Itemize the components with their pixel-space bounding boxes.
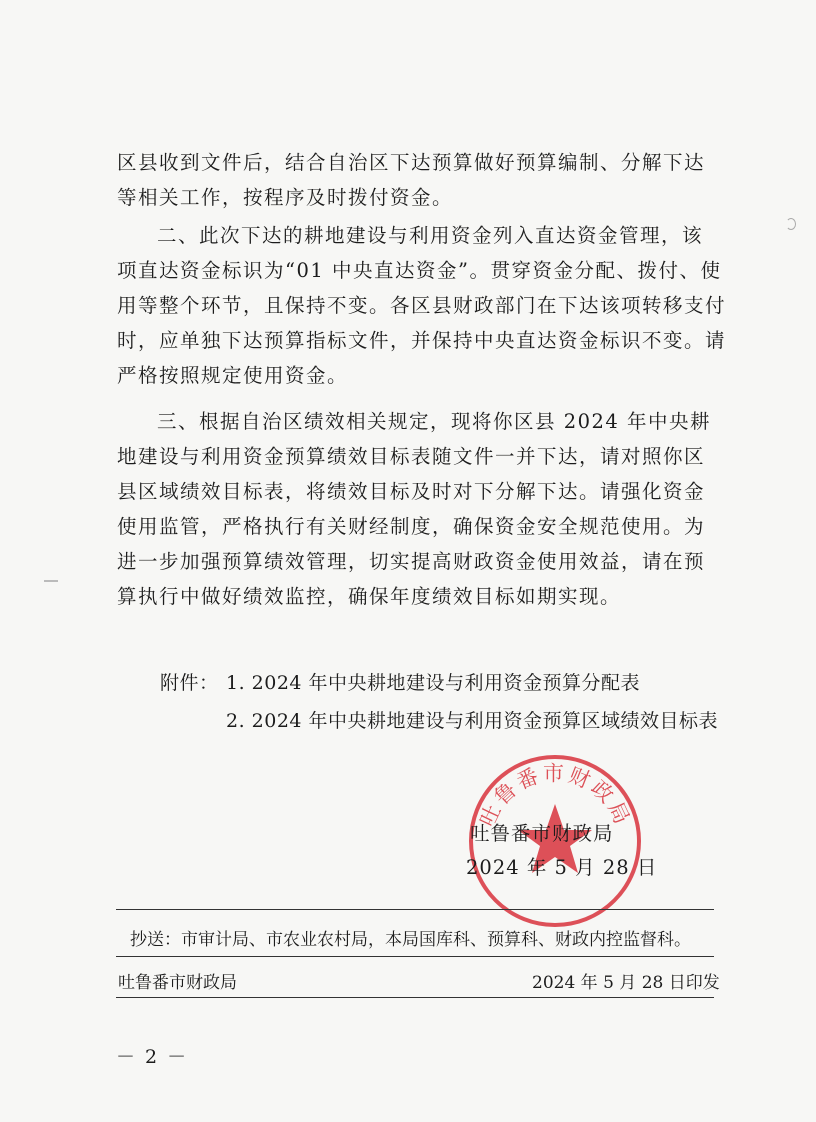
text-line: 严格按照规定使用资金。 [117,364,349,387]
attachment-item-2: 2. 2024 年中央耕地建设与利用资金预算区域绩效目标表 [226,710,719,732]
divider [116,956,714,957]
issue-date: 2024 年 5 月 28 日印发 [532,973,720,993]
text-line: 项直达资金标识为“01 中央直达资金”。贯穿资金分配、拨付、使 [117,259,722,282]
text-line: 时，应单独下达预算指标文件，并保持中央直达资金标识不变。请 [117,329,727,352]
text-line: 地建设与利用资金预算绩效目标表随文件一并下达，请对照你区 [117,445,706,468]
scan-mark [44,580,58,582]
text-line: 三、根据自治区绩效相关规定，现将你区县 2024 年中央耕 [157,410,712,433]
text-line: 用等整个环节，且保持不变。各区县财政部门在下达该项转移支付 [117,294,727,317]
scan-mark [786,218,796,230]
attachments-label: 附件： [160,672,219,694]
paragraph-3 [117,404,717,614]
issuer: 吐鲁番市财政局 [118,973,237,993]
attachment-item-1: 1. 2024 年中央耕地建设与利用资金预算分配表 [226,672,641,694]
text-line: 县区域绩效目标表，将绩效目标及时对下分解下达。请强化资金 [117,480,706,503]
paragraph-2 [117,218,727,393]
text-line: 区县收到文件后，结合自治区下达预算做好预算编制、分解下达 [117,151,706,174]
page-number: － 2 － [116,1046,189,1068]
signature-org: 吐鲁番市财政局 [470,822,614,845]
paragraph-1 [117,145,717,215]
seal-text: 吐鲁番市财政局 [474,761,636,831]
text-line: 进一步加强预算绩效管理，切实提高财政资金使用效益，请在预 [117,550,706,573]
text-line: 算执行中做好绩效监控，确保年度绩效目标如期实现。 [117,585,622,608]
divider [116,909,714,910]
signature-date: 2024 年 5 月 28 日 [466,856,658,879]
text-line: 使用监管，严格执行有关财经制度，确保资金安全规范使用。为 [117,515,706,538]
cc-line: 抄送：市审计局、市农业农村局，本局国库科、预算科、财政内控监督科。 [130,930,691,950]
text-line: 二、此次下达的耕地建设与利用资金列入直达资金管理，该 [157,224,704,247]
divider [116,997,714,998]
text-line: 等相关工作，按程序及时拨付资金。 [117,186,454,209]
